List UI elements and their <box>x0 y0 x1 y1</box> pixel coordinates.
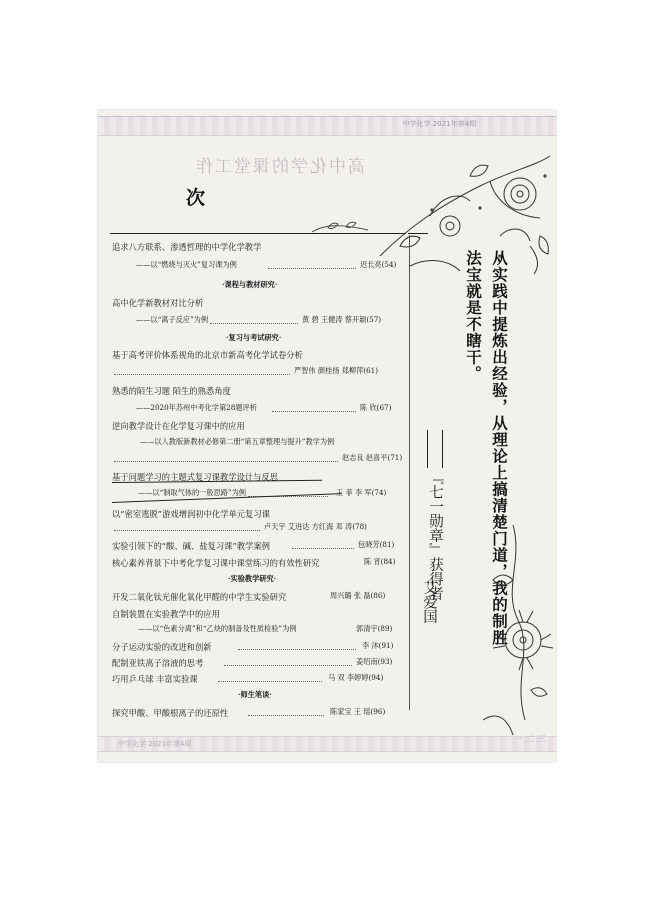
toc-title[interactable]: 自制装置在实验教学中的应用 <box>112 609 220 619</box>
toc-heading: 次 <box>186 187 206 209</box>
section-heading: ·实验教学研究· <box>228 574 277 583</box>
leader-dots <box>238 649 356 650</box>
toc-author: 马 双 李婷婷(94) <box>328 673 384 682</box>
toc-title[interactable]: 探究甲酸、甲酸根离子的还原性 <box>112 708 229 718</box>
toc-author: 陈 宵(84) <box>364 557 396 566</box>
toc-title[interactable]: 熟悉的陌生习题 陌生的熟悉角度 <box>112 386 231 396</box>
toc-subtitle: ——以“燃烧与灭火”复习课为例 <box>136 260 237 269</box>
toc-title[interactable]: 分子运动实验的改进和创新 <box>112 642 212 652</box>
toc-subtitle: ——2020年苏州中考化学第28题评析 <box>136 403 257 412</box>
toc-title[interactable]: 逆向教学设计在化学复习课中的应用 <box>112 421 245 431</box>
toc-author: 黄 碧 王健涛 蔡开颖(57) <box>302 315 382 324</box>
ghost-title: 高中化学的课堂工作 <box>194 157 365 177</box>
toc-subtitle: ——以“色素分离”和“乙炔的制备及性质检验”为例 <box>138 624 297 633</box>
toc-author: 李 沐(91) <box>362 641 394 650</box>
toc-author: 陈家宝 王 瑶(96) <box>330 707 386 716</box>
toc-author: 赵志良 赵喜平(71) <box>342 453 403 462</box>
toc-author: 郭清宇(89) <box>356 624 393 633</box>
toc-title[interactable]: 基于问题学习的主题式复习课教学设计与反思 <box>112 472 278 482</box>
leader-dots <box>114 461 338 462</box>
toc-title[interactable]: 追求八方联系、渗透哲理的中学化学教学 <box>112 242 262 252</box>
attribution-medal: 『七一勋章』获得者 <box>427 470 443 601</box>
bottom-band-text: 中学化学 2021年第4期 <box>118 740 192 748</box>
leader-dots <box>218 681 322 682</box>
toc-subtitle: ——以“制取气体的一般思路”为例 <box>138 488 246 497</box>
toc-subtitle: ——以“离子反应”为例 <box>136 315 209 324</box>
magazine-page <box>98 110 556 762</box>
toc-author: 包晓芳(81) <box>358 540 395 549</box>
leader-dots <box>114 530 260 531</box>
toc-subtitle: ——以人教版新教材必修第二册“第五章整理与提升”教学为例 <box>140 437 335 446</box>
toc-title[interactable]: 基于高考评价体系视角的北京市新高考化学试卷分析 <box>112 350 303 360</box>
toc-author: 卢天宇 艾进达 方红海 邓 涛(78) <box>264 522 367 531</box>
toc-title[interactable]: 配制亚铁离子溶液的思考 <box>112 658 204 668</box>
toc-title[interactable]: 巧用乒乓球 丰富实验课 <box>112 674 198 684</box>
section-heading: ·复习与考试研究· <box>226 333 282 342</box>
top-band-text: 中学化学 2021年第4期 <box>402 120 476 128</box>
toc-title[interactable]: 高中化学新教材对比分析 <box>112 298 204 308</box>
leader-dots <box>210 323 298 324</box>
section-heading: ·课程与教材研究· <box>222 280 278 289</box>
toc-author: 王 菲 李 军(74) <box>336 488 387 497</box>
toc-title[interactable]: 实验引领下的“酸、碱、盐复习课”教学案例 <box>112 541 270 551</box>
toc-title[interactable]: 开发二氧化钛光催化氧化甲醛的中学生实验研究 <box>112 592 287 602</box>
quote-column-2: 法宝就是不瞎干。 <box>464 250 482 382</box>
leader-dots <box>224 665 352 666</box>
leader-dots <box>292 548 354 549</box>
toc-title[interactable]: 核心素养背景下中考化学复习课中课堂练习的有效性研究 <box>112 558 320 568</box>
leader-dots <box>272 411 356 412</box>
attribution-bracket <box>427 430 443 468</box>
floral-vine-icon <box>453 520 553 750</box>
toc-author: 严智伟 颜桂扬 郑柳萍(61) <box>294 366 379 375</box>
leader-dots <box>268 268 356 269</box>
quote-column-1: 从实践中提炼出经验，从理论上搞清楚门道，我的制胜 <box>490 250 508 646</box>
section-heading: ·师生笔谈· <box>238 690 272 699</box>
toc-author: 陈 欣(67) <box>360 403 392 412</box>
page-number: 一 二 三 <box>513 735 546 745</box>
leader-dots <box>248 715 324 716</box>
leader-dots <box>114 374 290 375</box>
toc-author: 周兴璐 张 磊(86) <box>330 591 386 600</box>
toc-author: 迟长亮(54) <box>360 260 397 269</box>
toc-author: 姜绍南(93) <box>356 657 393 666</box>
toc-title[interactable]: 以“密室逃脱”游戏增润初中化学单元复习课 <box>112 509 270 519</box>
attribution-name: 艾爱国 <box>421 580 437 624</box>
